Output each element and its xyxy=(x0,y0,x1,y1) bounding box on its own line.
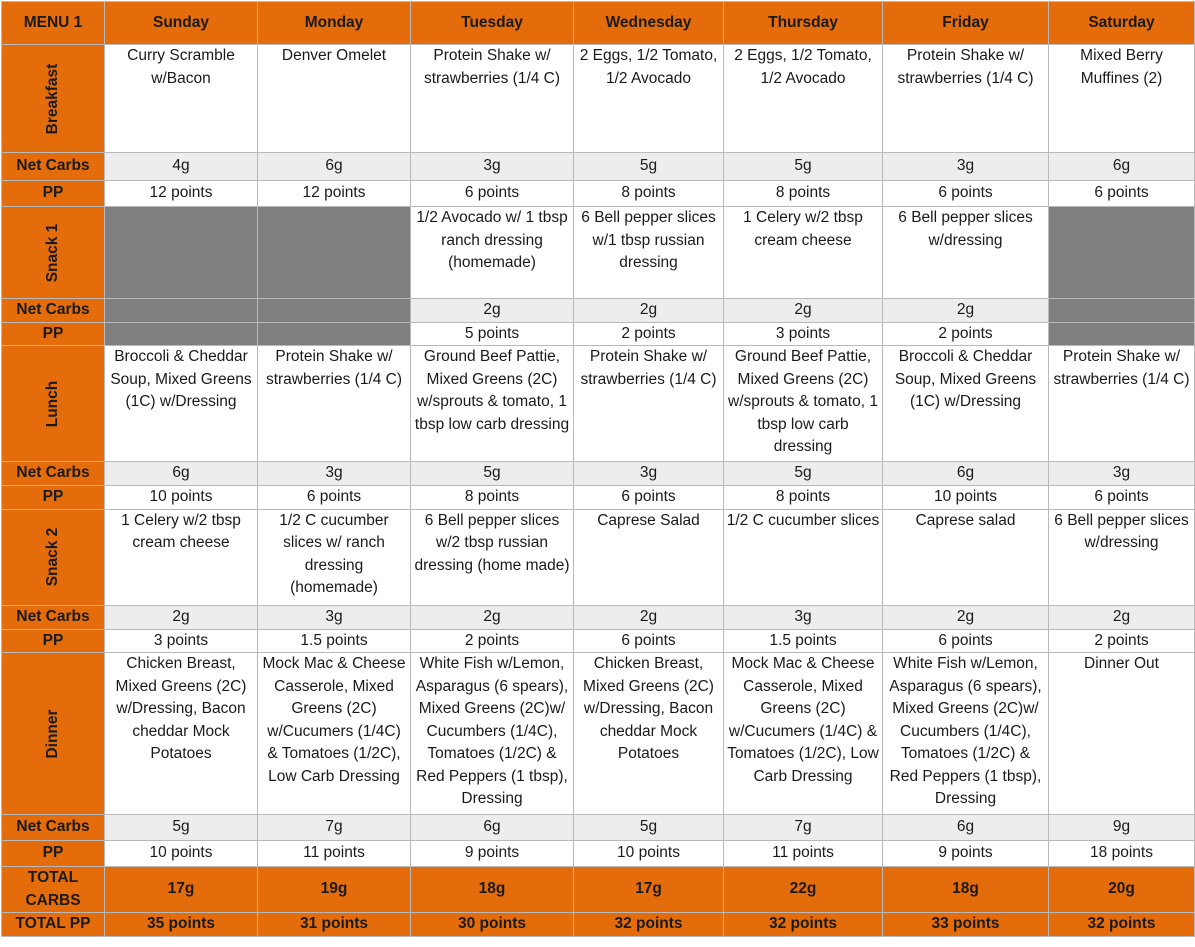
lunch-pp-row xyxy=(2,486,1195,510)
meal-item-cell: 1 Celery w/2 tbsp cream cheese xyxy=(105,509,258,605)
breakfast-row xyxy=(2,45,1195,153)
snack2-label xyxy=(2,509,105,605)
total-carbs-cell: 19g xyxy=(258,867,411,913)
pp-cell: 8 points xyxy=(411,486,574,510)
meal-item-cell: 2 Eggs, 1/2 Tomato, 1/2 Avocado xyxy=(724,45,883,153)
empty-cell xyxy=(258,207,411,299)
breakfast-label-text: Breakfast xyxy=(43,63,61,134)
net-carbs-cell: 5g xyxy=(724,462,883,486)
net-carbs-cell: 3g xyxy=(411,153,574,181)
snack1-row xyxy=(2,207,1195,299)
pp-label: PP xyxy=(2,486,105,510)
net-carbs-cell: 5g xyxy=(574,153,724,181)
snack1-net-carbs-row xyxy=(2,299,1195,323)
pp-cell: 2 points xyxy=(883,322,1049,346)
net-carbs-cell: 3g xyxy=(258,605,411,629)
pp-cell: 6 points xyxy=(411,181,574,207)
net-carbs-cell: 3g xyxy=(1049,462,1195,486)
net-carbs-cell: 6g xyxy=(258,153,411,181)
meal-item-cell: White Fish w/Lemon, Asparagus (6 spears), Mixed Greens (2C)w/ Cucumbers (1/4C), Tomatoes (1/2C) & Red Peppers (1 tbsp), Dressing xyxy=(411,653,574,815)
meal-item-cell: Ground Beef Pattie, Mixed Greens (2C) w/sprouts & tomato, 1 tbsp low carb dressing xyxy=(724,346,883,462)
day-header-thursday: Thursday xyxy=(724,2,883,45)
net-carbs-cell: 6g xyxy=(883,462,1049,486)
meal-item-cell: 6 Bell pepper slices w/dressing xyxy=(883,207,1049,299)
snack1-label xyxy=(2,207,105,299)
lunch-label xyxy=(2,346,105,462)
meal-item-cell: Protein Shake w/ strawberries (1/4 C) xyxy=(883,45,1049,153)
meal-item-cell: Chicken Breast, Mixed Greens (2C) w/Dressing, Bacon cheddar Mock Potatoes xyxy=(105,653,258,815)
net-carbs-cell: 6g xyxy=(105,462,258,486)
total-carbs-cell: 17g xyxy=(574,867,724,913)
pp-cell: 9 points xyxy=(883,841,1049,867)
net-carbs-cell: 7g xyxy=(724,815,883,841)
meal-item-cell: Mock Mac & Cheese Casserole, Mixed Greens (2C) w/Cucumers (1/4C) & Tomatoes (1/2C), Low Carb Dressing xyxy=(724,653,883,815)
day-header-monday: Monday xyxy=(258,2,411,45)
empty-cell xyxy=(105,299,258,323)
pp-cell: 5 points xyxy=(411,322,574,346)
meal-item-cell: Denver Omelet xyxy=(258,45,411,153)
pp-cell: 10 points xyxy=(574,841,724,867)
total-pp-cell: 32 points xyxy=(1049,913,1195,937)
empty-cell xyxy=(258,322,411,346)
snack1-pp-row xyxy=(2,322,1195,346)
net-carbs-cell: 5g xyxy=(411,462,574,486)
day-header-friday: Friday xyxy=(883,2,1049,45)
total-pp-row xyxy=(2,913,1195,937)
meal-item-cell: Dinner Out xyxy=(1049,653,1195,815)
net-carbs-cell: 2g xyxy=(883,605,1049,629)
snack2-row xyxy=(2,509,1195,605)
pp-cell: 6 points xyxy=(574,629,724,653)
pp-cell: 18 points xyxy=(1049,841,1195,867)
net-carbs-cell: 2g xyxy=(883,299,1049,323)
meal-item-cell: 1/2 Avocado w/ 1 tbsp ranch dressing (homemade) xyxy=(411,207,574,299)
pp-cell: 11 points xyxy=(724,841,883,867)
pp-cell: 9 points xyxy=(411,841,574,867)
empty-cell xyxy=(105,322,258,346)
pp-label: PP xyxy=(2,181,105,207)
total-carbs-cell: 17g xyxy=(105,867,258,913)
total-carbs-cell: 18g xyxy=(883,867,1049,913)
total-carbs-label: TOTAL CARBS xyxy=(2,867,105,913)
breakfast-label xyxy=(2,45,105,153)
net-carbs-cell: 2g xyxy=(105,605,258,629)
snack2-pp-row xyxy=(2,629,1195,653)
meal-item-cell: 1/2 C cucumber slices xyxy=(724,509,883,605)
pp-cell: 2 points xyxy=(574,322,724,346)
breakfast-net-carbs-row xyxy=(2,153,1195,181)
meal-item-cell: 6 Bell pepper slices w/dressing xyxy=(1049,509,1195,605)
pp-cell: 1.5 points xyxy=(258,629,411,653)
net-carbs-cell: 5g xyxy=(574,815,724,841)
net-carbs-cell: 3g xyxy=(883,153,1049,181)
day-header-row xyxy=(2,2,1195,45)
meal-item-cell: Ground Beef Pattie, Mixed Greens (2C) w/sprouts & tomato, 1 tbsp low carb dressing xyxy=(411,346,574,462)
pp-cell: 6 points xyxy=(883,181,1049,207)
empty-cell xyxy=(1049,299,1195,323)
net-carbs-cell: 2g xyxy=(411,299,574,323)
pp-label: PP xyxy=(2,841,105,867)
net-carbs-cell: 2g xyxy=(574,299,724,323)
pp-cell: 3 points xyxy=(105,629,258,653)
total-pp-cell: 35 points xyxy=(105,913,258,937)
meal-item-cell: Caprese Salad xyxy=(574,509,724,605)
day-header-tuesday: Tuesday xyxy=(411,2,574,45)
pp-cell: 6 points xyxy=(1049,181,1195,207)
net-carbs-label: Net Carbs xyxy=(2,605,105,629)
day-header-wednesday: Wednesday xyxy=(574,2,724,45)
pp-cell: 6 points xyxy=(258,486,411,510)
total-pp-label: TOTAL PP xyxy=(2,913,105,937)
pp-cell: 2 points xyxy=(411,629,574,653)
dinner-label-text: Dinner xyxy=(43,708,61,759)
empty-cell xyxy=(1049,322,1195,346)
pp-cell: 3 points xyxy=(724,322,883,346)
net-carbs-cell: 5g xyxy=(105,815,258,841)
total-pp-cell: 31 points xyxy=(258,913,411,937)
net-carbs-cell: 3g xyxy=(574,462,724,486)
net-carbs-cell: 2g xyxy=(724,299,883,323)
meal-item-cell: 1/2 C cucumber slices w/ ranch dressing (homemade) xyxy=(258,509,411,605)
pp-cell: 6 points xyxy=(574,486,724,510)
day-header-saturday: Saturday xyxy=(1049,2,1195,45)
meal-item-cell: Curry Scramble w/Bacon xyxy=(105,45,258,153)
pp-label: PP xyxy=(2,629,105,653)
pp-cell: 8 points xyxy=(574,181,724,207)
net-carbs-cell: 2g xyxy=(574,605,724,629)
pp-cell: 12 points xyxy=(258,181,411,207)
menu-title: MENU 1 xyxy=(2,2,105,45)
total-pp-cell: 32 points xyxy=(574,913,724,937)
net-carbs-cell: 5g xyxy=(724,153,883,181)
weekly-meal-plan-table xyxy=(1,1,1195,937)
day-header-sunday: Sunday xyxy=(105,2,258,45)
meal-item-cell: Mock Mac & Cheese Casserole, Mixed Greens (2C) w/Cucumers (1/4C) & Tomatoes (1/2C), Low Carb Dressing xyxy=(258,653,411,815)
meal-item-cell: Chicken Breast, Mixed Greens (2C) w/Dressing, Bacon cheddar Mock Potatoes xyxy=(574,653,724,815)
snack2-label-text: Snack 2 xyxy=(43,527,61,587)
meal-item-cell: 2 Eggs, 1/2 Tomato, 1/2 Avocado xyxy=(574,45,724,153)
meal-item-cell: 1 Celery w/2 tbsp cream cheese xyxy=(724,207,883,299)
total-carbs-cell: 18g xyxy=(411,867,574,913)
snack2-net-carbs-row xyxy=(2,605,1195,629)
empty-cell xyxy=(1049,207,1195,299)
pp-cell: 8 points xyxy=(724,486,883,510)
meal-item-cell: Mixed Berry Muffines (2) xyxy=(1049,45,1195,153)
net-carbs-label: Net Carbs xyxy=(2,815,105,841)
net-carbs-cell: 6g xyxy=(411,815,574,841)
pp-cell: 10 points xyxy=(883,486,1049,510)
meal-item-cell: Broccoli & Cheddar Soup, Mixed Greens (1C) w/Dressing xyxy=(883,346,1049,462)
total-carbs-cell: 22g xyxy=(724,867,883,913)
dinner-label xyxy=(2,653,105,815)
net-carbs-label: Net Carbs xyxy=(2,153,105,181)
pp-cell: 6 points xyxy=(883,629,1049,653)
net-carbs-label: Net Carbs xyxy=(2,299,105,323)
total-carbs-cell: 20g xyxy=(1049,867,1195,913)
pp-cell: 6 points xyxy=(1049,486,1195,510)
meal-item-cell: 6 Bell pepper slices w/2 tbsp russian dressing (home made) xyxy=(411,509,574,605)
meal-item-cell: Protein Shake w/ strawberries (1/4 C) xyxy=(1049,346,1195,462)
dinner-row xyxy=(2,653,1195,815)
net-carbs-cell: 2g xyxy=(411,605,574,629)
meal-item-cell: Protein Shake w/ strawberries (1/4 C) xyxy=(574,346,724,462)
lunch-row xyxy=(2,346,1195,462)
pp-cell: 11 points xyxy=(258,841,411,867)
net-carbs-cell: 2g xyxy=(1049,605,1195,629)
total-pp-cell: 30 points xyxy=(411,913,574,937)
total-pp-cell: 33 points xyxy=(883,913,1049,937)
meal-item-cell: Protein Shake w/ strawberries (1/4 C) xyxy=(258,346,411,462)
total-pp-cell: 32 points xyxy=(724,913,883,937)
net-carbs-cell: 3g xyxy=(724,605,883,629)
meal-item-cell: 6 Bell pepper slices w/1 tbsp russian dressing xyxy=(574,207,724,299)
meal-item-cell: White Fish w/Lemon, Asparagus (6 spears), Mixed Greens (2C)w/ Cucumbers (1/4C), Tomatoes (1/2C) & Red Peppers (1 tbsp), Dressing xyxy=(883,653,1049,815)
net-carbs-cell: 6g xyxy=(883,815,1049,841)
pp-cell: 10 points xyxy=(105,486,258,510)
net-carbs-cell: 7g xyxy=(258,815,411,841)
lunch-label-text: Lunch xyxy=(43,380,61,427)
net-carbs-cell: 9g xyxy=(1049,815,1195,841)
total-carbs-row xyxy=(2,867,1195,913)
pp-label: PP xyxy=(2,322,105,346)
meal-item-cell: Broccoli & Cheddar Soup, Mixed Greens (1C) w/Dressing xyxy=(105,346,258,462)
pp-cell: 12 points xyxy=(105,181,258,207)
meal-item-cell: Caprese salad xyxy=(883,509,1049,605)
meal-table-body xyxy=(2,45,1195,867)
pp-cell: 2 points xyxy=(1049,629,1195,653)
empty-cell xyxy=(258,299,411,323)
snack1-label-text: Snack 1 xyxy=(43,223,61,282)
pp-cell: 8 points xyxy=(724,181,883,207)
net-carbs-cell: 4g xyxy=(105,153,258,181)
empty-cell xyxy=(105,207,258,299)
pp-cell: 10 points xyxy=(105,841,258,867)
net-carbs-label: Net Carbs xyxy=(2,462,105,486)
dinner-pp-row xyxy=(2,841,1195,867)
net-carbs-cell: 6g xyxy=(1049,153,1195,181)
lunch-net-carbs-row xyxy=(2,462,1195,486)
breakfast-pp-row xyxy=(2,181,1195,207)
net-carbs-cell: 3g xyxy=(258,462,411,486)
meal-item-cell: Protein Shake w/ strawberries (1/4 C) xyxy=(411,45,574,153)
pp-cell: 1.5 points xyxy=(724,629,883,653)
dinner-net-carbs-row xyxy=(2,815,1195,841)
